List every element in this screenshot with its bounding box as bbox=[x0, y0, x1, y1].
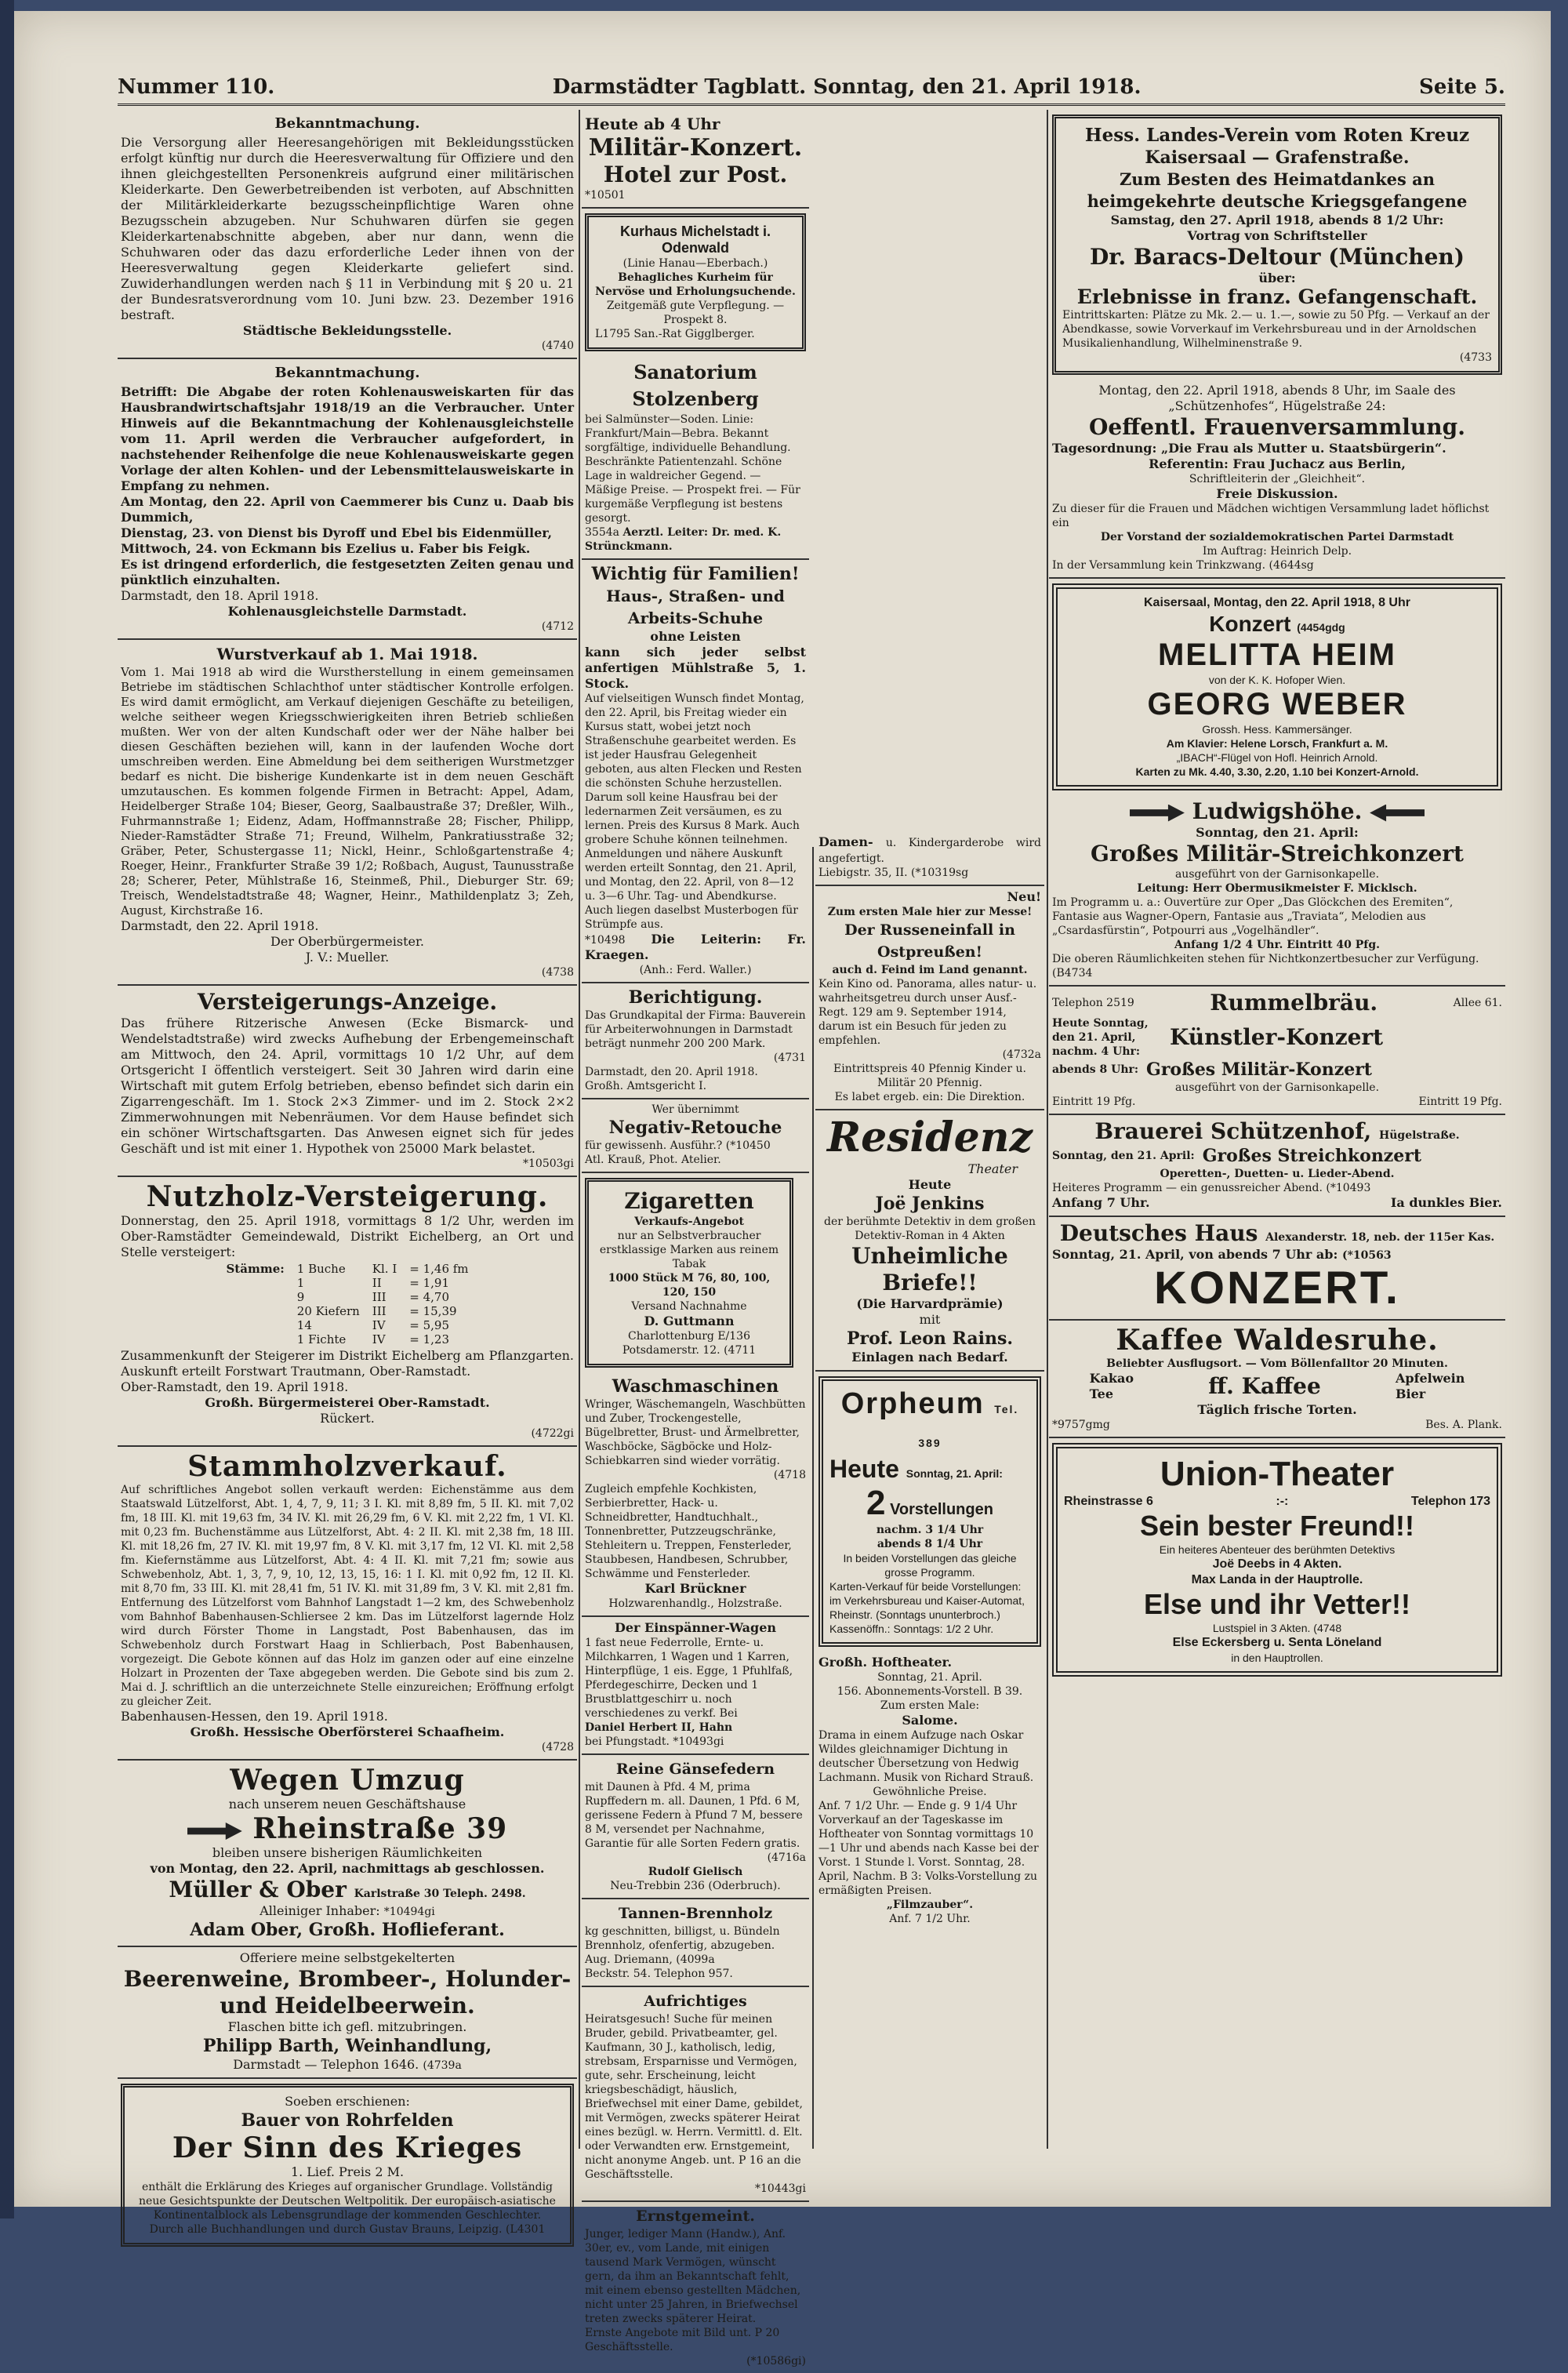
ad-title: Der Einspänner-Wagen bbox=[614, 1620, 777, 1635]
ad-code: (4728 bbox=[541, 1741, 574, 1753]
ad-text: Gewöhnliche Preise. bbox=[873, 1786, 987, 1798]
timber-sale bbox=[118, 1447, 577, 1761]
ad-text: Operetten-, Duetten- u. Lieder-Abend. bbox=[1160, 1168, 1395, 1180]
notice-text: Donnerstag, den 25. April 1918, vormittags 8 1/2 Uhr, werden im Ober-Ramstädter Gemeindewald, Distrikt Eichelberg, an Ort und Stelle versteigert: bbox=[121, 1213, 574, 1259]
ad-text: Eintrittspreis 40 Pfennig Kinder u. Militär 20 Pfennig. bbox=[833, 1063, 1026, 1089]
table-cell: III bbox=[372, 1304, 387, 1318]
ad-text: 1 fast neue Federrolle, Ernte- u. Milchkarren, 1 Wagen und 1 Karren, Hinterpflüge, 1 eis. Egge, 1 Pfuhlfaß, Pferdegeschirre, Decken und 1 Brustblattgeschirr u. noch verschiedenes zu verkf. Bei bbox=[585, 1637, 793, 1720]
ad-title: Joë Jenkins bbox=[875, 1194, 985, 1214]
ad-title: Oeffentl. Frauenversammlung. bbox=[1089, 414, 1465, 440]
ad-title: Ludwigshöhe. bbox=[1052, 798, 1502, 825]
ad-text: Karten zu Mk. 4.40, 3.30, 2.20, 1.10 bei Konzert-Arnold. bbox=[1135, 765, 1419, 778]
ad-time: Anf. 7 1/2 Uhr. bbox=[889, 1913, 971, 1925]
ad-text: Zugleich empfehle Kochkisten, Serbierbretter, Hack- u. Schneidbretter, Handtuchhalt., Tonnenbretter, Putzzeugschränke, Stehleitern u. Treppen, Fensterleder, Staubbesen, Handbesen, Schrubber, Schwämme und Fensterleder. bbox=[585, 1483, 792, 1580]
ad-address: Rheinstraße 39 bbox=[121, 1812, 574, 1845]
table-cell: IV bbox=[372, 1332, 386, 1346]
ad-text: Drama in einem Aufzuge nach Oskar Wildes gleichnamiger Dichtung in deutscher Übersetzung von Hedwig Lachmann. Musik von Richard Strauß. bbox=[818, 1729, 1034, 1784]
ad-text: Zum ersten Male hier zur Messe! bbox=[827, 906, 1033, 918]
ad-text: Heute Sonntag, 21. April: bbox=[829, 1455, 1003, 1483]
ad-text: Ein heiteres Abenteuer des berühmten Detektivs bbox=[1159, 1543, 1396, 1556]
page-header bbox=[118, 75, 1505, 99]
notice-signature: Der Oberbürgermeister. bbox=[270, 934, 424, 949]
kaffee-waldesruhe-ad bbox=[1049, 1321, 1505, 1438]
notice-date: Ober-Ramstadt, den 19. April 1918. bbox=[121, 1379, 349, 1394]
pointing-hand-icon bbox=[1130, 805, 1185, 822]
menu-list bbox=[1052, 1371, 1502, 1402]
ad-text: Leitung: Herr Obermusikmeister F. Micklsch. bbox=[1137, 882, 1417, 895]
column-rule bbox=[579, 110, 580, 2149]
ad-text: Im Auftrag: Heinrich Delp. bbox=[1202, 545, 1352, 558]
notice-title: Nutzholz-Versteigerung. bbox=[146, 1180, 549, 1213]
notice-coal bbox=[118, 359, 577, 640]
column-4 bbox=[1049, 110, 1505, 2196]
column-3 bbox=[815, 831, 1044, 2196]
auction-notice bbox=[118, 986, 577, 1177]
table-cell: = 15,39 bbox=[409, 1304, 457, 1318]
notice-text: Betrifft: Die Abgabe der roten Kohlenausweiskarten für das Hausbrandwirtschaftsjahr 1918/19 an die Verbraucher. Unter Hinweis auf die Bekanntmachung der Kohlenausgleichstelle vom 11. April werden die Verbraucher aufgefordert, in nachstehender Reihenfolge die neue Kohlenausweiskarte gegen Vorlage der alten Kohlen- und der Lebensmittelausweiskarte in Empfang zu nehmen. bbox=[121, 384, 574, 493]
ad-text: Heute Sonntag, den 21. April, nachm. 4 Uhr: Künstler-Konzert bbox=[1052, 1017, 1384, 1058]
ad-text: In beiden Vorstellungen das gleiche grosse Programm. bbox=[843, 1552, 1017, 1579]
ad-text: Anfang 1/2 4 Uhr. Eintritt 40 Pfg. bbox=[1174, 939, 1380, 951]
ad-text: Atl. Krauß, Phot. Atelier. bbox=[585, 1154, 721, 1166]
menu-column: Apfelwein Bier bbox=[1395, 1371, 1465, 1401]
marriage-ad bbox=[582, 1987, 809, 2202]
menu-highlight: ff. Kaffee bbox=[1208, 1373, 1321, 1399]
ad-code: (4733 bbox=[1459, 351, 1492, 364]
ad-text: Die oberen Räumlichkeiten stehen für Nichtkonzertbesucher zur Verfügung. (B4734 bbox=[1052, 953, 1479, 979]
ad-text: Es labet ergeb. ein: Die Direktion. bbox=[834, 1091, 1025, 1103]
ad-text: Freie Diskussion. bbox=[1216, 486, 1338, 501]
ad-title: Ernstgemeint. bbox=[636, 2208, 755, 2225]
notice-clothing bbox=[118, 110, 577, 359]
table-cell: III bbox=[372, 1290, 387, 1304]
issue-number: Nummer 110. bbox=[118, 75, 275, 99]
russian-invasion-ad bbox=[815, 886, 1044, 1110]
residenz-theater-ad bbox=[815, 1110, 1044, 1372]
wagon-ad bbox=[582, 1617, 809, 1755]
ad-speaker: Referentin: Frau Juchacz aus Berlin, bbox=[1149, 456, 1406, 471]
table-cell: 9 bbox=[296, 1290, 305, 1304]
ad-title: Der Sinn des Krieges bbox=[172, 2131, 523, 2164]
ad-firm: Rudolf Gielisch bbox=[648, 1866, 743, 1878]
ad-author: Bauer von Rohrfelden bbox=[241, 2110, 454, 2131]
ad-badge: Neu! bbox=[1007, 889, 1041, 904]
ad-text: Kein Kino od. Panorama, alles natur- u. wahrheitsgetreu durch unser Ausf.-Regt. 129 am 9. September 1914, darum ist ein Besuch für jeden zu empfehlen. bbox=[818, 978, 1037, 1047]
ad-text: L1795 San.-Rat Gigglberger. bbox=[595, 328, 755, 340]
table-header: Stämme: bbox=[226, 1262, 285, 1276]
table-cell: = 5,95 bbox=[409, 1318, 449, 1332]
ad-title: Großes Militär-Streichkonzert bbox=[1091, 841, 1464, 867]
table-cell: = 1,46 fm bbox=[409, 1262, 469, 1276]
ad-text: Aug. Driemann, (4099a bbox=[585, 1953, 715, 1966]
ad-text: der berühmte Detektiv in dem großen Detektiv-Roman in 4 Akten bbox=[823, 1216, 1036, 1242]
ad-text: Vortrag von Schriftsteller bbox=[1187, 228, 1367, 243]
ad-date: Montag, den 22. April 1918, abends 8 Uhr, im Saale des „Schützenhofes“, Hügelstraße 24: bbox=[1098, 383, 1456, 413]
ad-text: Tagesordnung: „Die Frau als Mutter u. Staatsbürgerin“. bbox=[1052, 441, 1446, 456]
ad-text: bei Salmünster—Soden. Linie: Frankfurt/Main—Bebra. Bekannt sorgfältige, individuelle Behandlung. Beschränkte Patientenzahl. Schöne Lage in waldreicher Gegend. — Mäßige Preise. — Prospekt frei. — Für kurgemäße Verpflegung ist bestens gesorgt. bbox=[585, 413, 800, 525]
ad-firm: Philipp Barth, Weinhandlung, bbox=[202, 2036, 492, 2056]
shoe-course-ad bbox=[582, 560, 809, 983]
ad-text: Potsdamerstr. 12. (4711 bbox=[622, 1344, 757, 1357]
ad-text: Liebigstr. 35, II. (*10319sg bbox=[818, 867, 969, 879]
notice-sausage bbox=[118, 640, 577, 986]
play-title: Salome. bbox=[902, 1713, 958, 1728]
ad-venue: Kaisersaal — Grafenstraße. bbox=[1145, 147, 1410, 168]
table-cell: 1 Fichte bbox=[296, 1332, 347, 1346]
schedule-row: Am Montag, den 22. April von Caemmerer bis Cunz u. Daab bis Dummich, bbox=[121, 494, 574, 525]
ad-text: 3554a Aerztl. Leiter: Dr. med. K. Strünckmann. bbox=[585, 526, 782, 553]
table-cell: 20 Kiefern bbox=[296, 1304, 360, 1318]
ad-code: *10443gi bbox=[755, 2182, 806, 2195]
column-1 bbox=[118, 110, 577, 2236]
ad-code: (4731 bbox=[773, 1052, 806, 1064]
ad-text: abends 8 Uhr: Großes Militär-Konzert bbox=[1052, 1059, 1372, 1080]
ad-time: Heute ab 4 Uhr bbox=[585, 114, 720, 133]
notice-signature: Großh. Amtsgericht I. bbox=[585, 1080, 707, 1092]
ad-title: Negativ-Retouche bbox=[608, 1117, 782, 1138]
ad-time: abends 8 1/4 Uhr bbox=[877, 1538, 983, 1550]
cigarettes-ad bbox=[585, 1178, 793, 1368]
ad-text: „IBACH“-Flügel von Hofl. Heinrich Arnold. bbox=[1176, 751, 1378, 764]
ad-date: Sonntag, den 21. April: bbox=[1196, 825, 1359, 840]
ad-text: Junger, lediger Mann (Handw.), Anf. 30er, ev., vom Lande, mit einigen tausend Mark Vermögen, wünscht gern, da ihm an Bekanntschaft fehlt, mit einem ebenso gestellten Mädchen, nicht unter 25 Jahren, in Briefwechsel treten zwecks späterer Heirat. bbox=[585, 2228, 801, 2325]
ad-text: Im Programm u. a.: Ouvertüre zur Oper „Das Glöckchen des Eremiten“, Fantasie aus Wagner-Opern, Fantasie aus „Traviata“, Melodien aus „Csardasfürstin“, Potpourri aus „Vogelhändler“. bbox=[1052, 896, 1454, 937]
ad-text: Joë Deebs in 4 Akten. bbox=[1212, 1557, 1342, 1571]
ad-text: Versand Nachnahme bbox=[631, 1300, 747, 1313]
ad-text: kg geschnitten, billigst, u. Bündeln Brennholz, ofenfertig, abzugeben. bbox=[585, 1925, 780, 1952]
ad-text: Ernste Angebote mit Bild unt. P 20 Geschäftsstelle. bbox=[585, 2327, 780, 2353]
ad-text: Holzwarenhandlg., Holzstraße. bbox=[608, 1597, 782, 1610]
moving-ad bbox=[118, 1761, 577, 1947]
ad-text: (Linie Hanau—Eberbach.) bbox=[622, 257, 768, 270]
ad-code: *10503gi bbox=[523, 1157, 574, 1170]
ad-title: Wegen Umzug bbox=[230, 1764, 465, 1797]
ad-text: Verkaufs-Angebot bbox=[634, 1216, 744, 1228]
ad-title: Telephon 2519 Rummelbräu. Allee 61. bbox=[1052, 990, 1502, 1016]
notice-signature: Städtische Bekleidungsstelle. bbox=[242, 323, 452, 338]
orpheum-ad bbox=[818, 1376, 1041, 1647]
ad-text: erstklassige Marken aus reinem Tabak bbox=[599, 1244, 779, 1270]
film-title: Else und ihr Vetter!! bbox=[1143, 1588, 1411, 1620]
ad-actor: Else Eckersberg u. Senta Löneland bbox=[1172, 1636, 1382, 1649]
union-theater-ad bbox=[1052, 1443, 1502, 1677]
notice-title: Wurstverkauf ab 1. Mai 1918. bbox=[216, 645, 478, 663]
ad-text: Eintrittskarten: Plätze zu Mk. 2.— u. 1.—, sowie zu 50 Pfg. — Verkauf an der Abendkasse, sowie Vorverkauf im Verkehrsbureau und in der Arnoldschen Musikalienhandlung, Wilhelminenstraße 9. bbox=[1062, 309, 1490, 350]
ad-title: Sanatorium Stolzenberg bbox=[632, 361, 759, 410]
notice-title: Stammholzverkauf. bbox=[187, 1450, 507, 1483]
ad-text: Wringer, Wäschemangeln, Waschbütten und Zuber, Trockengestelle, Bügelbretter, Brust- und Ärmelbretter, Waschböcke, Sägböcke und Holz-Schiebkarren sind wieder vorrätig. bbox=[585, 1398, 806, 1467]
ad-title: Wichtig für Familien! bbox=[591, 564, 800, 584]
ad-text: Zum Besten des Heimatdankes an heimgekehrte deutsche Kriegsgefangene bbox=[1087, 169, 1468, 211]
ad-text: Rheinstrasse 6 :-: Telephon 173 bbox=[1064, 1495, 1490, 1508]
ad-text: Sonntag, den 21. April: Großes Streichkonzert bbox=[1052, 1146, 1422, 1166]
ad-text: (Die Harvardprämie) bbox=[856, 1296, 1004, 1311]
ad-topic: Erlebnisse in franz. Gefangenschaft. bbox=[1076, 285, 1478, 308]
ad-text: bei Pfungstadt. *10493gi bbox=[585, 1735, 724, 1748]
pointing-hand-icon bbox=[1370, 805, 1425, 822]
column-rule bbox=[1047, 110, 1048, 2149]
table-cell: 1 bbox=[296, 1276, 305, 1290]
header-rule bbox=[118, 104, 1505, 106]
correction-notice bbox=[582, 983, 809, 1099]
ad-text: kann sich jeder selbst anfertigen Mühlstraße 5, 1. Stock. bbox=[585, 645, 806, 691]
ad-text: Eintritt 19 Pfg. Eintritt 19 Pfg. bbox=[1052, 1096, 1502, 1108]
deutsches-haus-ad bbox=[1049, 1217, 1505, 1321]
ad-text: Soeben erschienen: bbox=[285, 2094, 410, 2109]
ad-text: (Anh.: Ferd. Waller.) bbox=[639, 964, 752, 976]
page-edge-left bbox=[0, 0, 14, 2219]
notice-date: Darmstadt, den 20. April 1918. bbox=[585, 1066, 758, 1078]
ad-text: Anfang 7 Uhr. Ia dunkles Bier. bbox=[1052, 1195, 1502, 1210]
washing-machines-ad bbox=[582, 1372, 809, 1617]
ad-text: Täglich frische Torten. bbox=[1197, 1402, 1357, 1417]
ad-title: Großh. Hoftheater. bbox=[818, 1655, 953, 1670]
ad-text: 156. Abonnements-Vorstell. B 39. bbox=[837, 1685, 1023, 1698]
ad-text: ausgeführt von der Garnisonkapelle. bbox=[1174, 868, 1380, 881]
schedule-row: Dienstag, 23. von Dienst bis Dyroff und Ebel bis Eidenmüller, bbox=[121, 525, 553, 540]
notice-date: Darmstadt, den 18. April 1918. bbox=[121, 588, 319, 603]
notice-title: Versteigerungs-Anzeige. bbox=[197, 989, 498, 1015]
performer-name: MELITTA HEIM bbox=[1158, 638, 1396, 672]
performer-name: GEORG WEBER bbox=[1147, 687, 1407, 721]
ad-text: Am Klavier: Helene Lorsch, Frankfurt a. M. bbox=[1166, 737, 1388, 750]
notice-signature: Großh. Hessische Oberförsterei Schaafheim. bbox=[190, 1724, 505, 1739]
retouch-ad bbox=[582, 1099, 809, 1173]
column-rule bbox=[812, 847, 814, 2149]
notice-text: Auf schriftliches Angebot sollen verkauft werden: Eichenstämme aus dem Staatswald Lützelforst, Abt. 1, 4, 7, 9, 11; 3 I. Kl. mit 8,89 fm, 5 II. Kl. mit 7,02 fm, 18 III. Kl. mit 19,63 fm, 34 IV. Kl. mit 26,29 fm, 6 V. Kl. mit 2,22 fm, 1 VI. Kl. mit 0,23 fm. Buchenstämme aus Lützelforst, Abt. 4: 2 II. Kl. mit 2,38 fm, 18 III. Kl. mit 18,26 fm, 27 IV. Kl. mit 19,97 fm, 8 V. Kl. mit 3,17 fm, 12 VI. Kl. mit 2,58 fm. Kiefernstämme aus Lützelforst, Abt. 4: 4 II. Kl. mit 7,21 fm; sowie aus Schwebenholz, Abt. 1, 3, 7, 9, 10, 12, 13, 15, 16: 1 I. Kl. mit 0,92 fm, 12 II. Kl. mit 8,70 fm, 33 III. Kl. mit 28,41 fm, 51 IV. Kl. mit 31,89 fm, 3 V. Kl. mit 2,81 fm. Entfernung des Lützelforst vom Bahnhof Langstadt 1—2 km, des Schwebenholz vom Bahnhof Babenhausen-Schliersee 2 km. Das im Lützelforst lagernde Holz wird durch Förster Thome in Langstadt, Post Babenhausen, das im Schwebenholz durch Forstwart Haag in Schlierbach, Post Babenhausen, vorgezeigt. Die Gebote können auf das Holz im ganzen oder auf eine einzelne Holzart in Prozenten der Taxe abgegeben werden. Die Gebote sind bis zum 2. Mai d. J. schriftlich an die unterzeichnete Stelle einzureichen; Eröffnung erfolgt zu gleicher Zeit. bbox=[121, 1484, 574, 1708]
ad-text: über: bbox=[1258, 271, 1296, 285]
theater-logo-sub: Theater bbox=[967, 1161, 1018, 1176]
ad-text: Flaschen bitte ich gefl. mitzubringen. bbox=[227, 2019, 467, 2034]
ad-text: Wer übernimmt bbox=[652, 1103, 739, 1116]
notice-signature: Kohlenausgleichstelle Darmstadt. bbox=[227, 604, 467, 619]
table-cell: = 1,23 bbox=[409, 1332, 449, 1346]
ad-venue: Hotel zur Post. bbox=[603, 162, 788, 187]
menu-column: Kakao Tee bbox=[1089, 1371, 1134, 1401]
ad-text: Heiteres Programm — ein genussreicher Abend. (*10493 bbox=[1052, 1182, 1371, 1194]
ad-title: Zigaretten bbox=[624, 1188, 754, 1214]
table-cell: Kl. I bbox=[372, 1262, 397, 1276]
firewood-ad bbox=[582, 1899, 809, 1987]
play-title: „Filmzauber“. bbox=[886, 1899, 974, 1911]
ad-text: ohne Leisten bbox=[650, 629, 741, 644]
ad-text: Charlottenburg E/136 bbox=[628, 1330, 750, 1343]
theater-logo: Residenz bbox=[826, 1114, 1033, 1161]
ludwigshoehe-ad bbox=[1049, 795, 1505, 987]
notice-signature: Rückert. bbox=[320, 1411, 375, 1426]
women-assembly-ad bbox=[1049, 380, 1505, 579]
ad-text: Heiratsgesuch! Suche für meinen Bruder, gebild. Privatbeamter, gel. Kaufmann, 30 J., katholisch, ledig, strebsam, Ersparnisse und Vermögen, gute, sehr. Erscheinung, leicht kriegsbeschädigt, häuslich, Briefwechsel mit einer Dame, gebildet, mit Vermögen, zwecks späterer Heirat eines bezügl. w. Herrn. Vermittl. d. Elt. oder Verwandten erw. Ernstgemeint, nicht anonyme Angeb. unt. P 16 an die Geschäftsstelle. bbox=[585, 2013, 804, 2181]
timber-auction bbox=[118, 1177, 577, 1447]
ad-title: Kaffee Waldesruhe. bbox=[1116, 1324, 1439, 1357]
notice-text: Zusammenkunft der Steigerer im Distrikt Eichelberg am Pflanzgarten. Auskunft erteilt Forstwart Trautmann, Ober-Ramstadt. bbox=[121, 1348, 574, 1379]
ad-title: Union-Theater bbox=[1160, 1455, 1395, 1493]
ad-text: ausgeführt von der Garnisonkapelle. bbox=[1174, 1081, 1380, 1094]
ad-title: Waschmaschinen bbox=[612, 1376, 779, 1397]
ad-title: Brauerei Schützenhof, Hügelstraße. bbox=[1094, 1118, 1460, 1144]
schuetzenhof-ad bbox=[1049, 1115, 1505, 1217]
kurhaus-ad bbox=[585, 213, 806, 351]
table-cell: = 4,70 bbox=[409, 1290, 449, 1304]
ad-text: nur an Selbstverbraucher bbox=[617, 1230, 761, 1242]
newspaper-title: Darmstädter Tagblatt. Sonntag, den 21. April 1918. bbox=[552, 75, 1142, 99]
ad-text: Karten-Verkauf für beide Vorstellungen: im Verkehrsbureau und Kaiser-Automat, Rheinstr. (Sonntags ununterbroch.) bbox=[829, 1580, 1025, 1621]
notice-signature: J. V.: Mueller. bbox=[305, 950, 390, 965]
ad-text: Auf vielseitigen Wunsch findet Montag, den 22. April, bis Freitag wieder ein Kursus statt, wobei jetzt noch Straßenschuhe gearbeitet werden. Es ist jeder Hausfrau Gelegenheit geboten, aus alten Flecken und Resten die schönsten Schuhe herzustellen. Darum soll keine Hausfrau bei der ledernarmen Zeit versäumen, es zu lernen. Preis des Kursus 8 Mark. Auch grobere Schuhe können teilnehmen. Anmeldungen und nähere Auskunft werden erteilt Sonntag, den 21. April, und Montag, den 22. April, von 8—12 u. 3—6 Uhr. Tag- und Abendkurse. Auch liegen daselbst Musterbogen für Strümpfe aus. bbox=[585, 692, 804, 931]
notice-date: Babenhausen-Hessen, den 19. April 1918. bbox=[121, 1709, 388, 1724]
ad-date: Samstag, den 27. April 1918, abends 8 1/2 Uhr: bbox=[1110, 213, 1444, 227]
timber-table bbox=[220, 1262, 474, 1346]
ad-text: *10498 Die Leiterin: Fr. Kraegen. bbox=[585, 932, 806, 962]
schedule-row: Mittwoch, 24. von Eckmann bis Ezelius u. Faber bis Feigk. bbox=[121, 541, 531, 556]
ad-text: Alleiniger Inhaber: *10494gi bbox=[260, 1903, 435, 1918]
ad-time: Anf. 7 1/2 Uhr. — Ende g. 9 1/4 Uhr bbox=[818, 1800, 1018, 1812]
ad-text: Vorverkauf an der Tageskasse im Hoftheater von Sonntag vormittags 10—1 Uhr und abends nach Kasse bei der Vorst. 1 Stunde l. Vorst. Sonntag, 28. April, Nachm. B 3: Volks-Vorstellung zu ermäßigten Preisen. bbox=[818, 1814, 1039, 1897]
rummelbraeu-ad bbox=[1049, 987, 1505, 1115]
ad-text: Zum ersten Male: bbox=[880, 1699, 980, 1712]
ad-title: Orpheum Tel. 389 bbox=[840, 1387, 1019, 1449]
ad-text: Der Vorstand der sozialdemokratischen Partei Darmstadt bbox=[1100, 531, 1454, 543]
ad-text: in den Hauptrollen. bbox=[1231, 1652, 1323, 1664]
ad-text: auch d. Feind im Land genannt. bbox=[832, 964, 1028, 976]
table-cell: 14 bbox=[296, 1318, 312, 1332]
ad-title: Militär-Konzert. bbox=[588, 134, 803, 162]
ad-code: *10501 bbox=[585, 189, 626, 202]
ad-code: (4716a bbox=[767, 1852, 806, 1864]
book-ad bbox=[121, 2084, 574, 2247]
page-number: Seite 5. bbox=[1419, 75, 1505, 99]
notice-text: Vom 1. Mai 1918 ab wird die Wurstherstellung in einem gemeinsamen Betriebe im städtischen Schlachthof unter städtischer Kontrolle erfolgen. Es wird damit ermöglicht, am Verkauf diejenigen Geschäfte zu beteiligen, welche seitheer wegen Kriegsschwierigkeiten ihren Betrieb schließen mußten. Wer von der alten Kundschaft oder wer der Nähe halber bei diesen Geschäften beziehen will, kann in der laufenden Woche dort umschreiben werden. Eine Abmeldung bei dem seitherigen Wurstmetzger bedarf es nicht. Die bisherige Kundenkarte ist in dem neuen Geschäft umzutauschen. Es kommen folgende Firmen in Betracht: Appel, Adam, Heidelberger Straße 104; Bieser, Georg, Saalbaustraße 37; Dreßler, Wilh., Fuhrmannstraße 1; Eidenz, Adam, Hoffmannstraße 28; Fischer, Philipp, Nieder-Ramstädter Straße 71; Freund, Wilhelm, Pankratiusstraße 32; Gräber, Peter, Schustergasse 11; Nickl, Heinr., Schloßgartenstraße 4; Roeger, Heinr., Frankfurter Straße 39 1/2; Roßbach, August, Taunusstraße 28; Scherer, Peter, Mühlstraße 16, Steinmeß, Phil., Dieburger Str. 69; Treisch, Wendelstadtstraße 48; Wagner, Heinr., Mathildenplatz 3; Zeh, August, Kirchstraße 16. bbox=[121, 665, 574, 918]
notice-text: Das Grundkapital der Firma: Bauverein für Arbeiterwohnungen in Darmstadt beträgt nunmehr 200 200 Mark. bbox=[585, 1009, 806, 1050]
ad-code: (4722gi bbox=[531, 1427, 574, 1440]
ad-price: 1000 Stück M 76, 80, 100, 120, 150 bbox=[608, 1272, 771, 1299]
ad-text: Zu dieser für die Frauen und Mädchen wichtigen Versammlung ladet höflichst ein bbox=[1052, 503, 1490, 529]
notice-text: Das frühere Ritzerische Anwesen (Ecke Bismarck- und Wendelstadtstraße) wird zwecks Aufhebung der Erbengemeinschaft am Mittwoch, den 24. April, vormittags 10 1/2 Uhr, auf dem Ortsgericht I öffentlich versteigert. Seit 30 Jahren wird darin eine Wirtschaft mit gutem Erfolg betrieben, ebenso befindet sich darin ein Zigarrengeschäft. Im 1. Stock 2×3 Zimmer- und im 2. Stock 2×2 Zimmerwohnungen mit Nebenräumen. Vor dem Hause befindet sich ein schöner Wirtschaftsgarten. Das Anwesen eignet sich für jedes Geschäft und ist mit einer 1. Hypothek von 25000 Mark belastet. bbox=[121, 1016, 574, 1156]
ad-text: Beliebter Ausflugsort. — Vom Böllenfalltor 20 Minuten. bbox=[1106, 1357, 1448, 1370]
pointing-hand-icon bbox=[187, 1822, 242, 1840]
film-title: Unheimliche Briefe!! bbox=[851, 1243, 1008, 1296]
ad-text: Offeriere meine selbstgekelterten bbox=[239, 1950, 456, 1965]
column-2 bbox=[582, 110, 809, 2368]
ad-text: nach unserem neuen Geschäftshause bbox=[228, 1797, 466, 1812]
ad-firm: Karl Brückner bbox=[644, 1581, 746, 1596]
ad-title: Deutsches Haus Alexanderstr. 18, neb. der 115er Kas. bbox=[1059, 1220, 1495, 1246]
ad-title: Beerenweine, Brombeer-, Holunder- und Heidelbeerwein. bbox=[123, 1966, 572, 2019]
ad-code: (4738 bbox=[541, 966, 574, 979]
ad-text: von der K. K. Hofoper Wien. bbox=[1208, 674, 1346, 686]
ad-code: (4740 bbox=[541, 340, 574, 352]
hoftheater-ad bbox=[815, 1652, 1044, 1931]
ad-title: Aufrichtiges bbox=[644, 1993, 747, 2010]
notice-title: Bekanntmachung. bbox=[274, 365, 420, 381]
ad-speaker: Dr. Baracs-Deltour (München) bbox=[1089, 244, 1465, 270]
wine-ad bbox=[118, 1947, 577, 2079]
ad-text: *9757gmg Bes. A. Plank. bbox=[1052, 1419, 1502, 1431]
ad-code: (4718 bbox=[773, 1469, 806, 1481]
ad-time: nachm. 3 1/4 Uhr bbox=[876, 1524, 984, 1536]
ad-text: Behagliches Kurheim für Nervöse und Erholungsuchende. bbox=[595, 271, 796, 298]
ad-text: Lustspiel in 3 Akten. (4748 bbox=[1212, 1622, 1342, 1634]
ad-text: Darmstadt — Telephon 1646. (4739a bbox=[233, 2057, 462, 2072]
ad-text: bleiben unsere bisherigen Räumlichkeiten bbox=[212, 1845, 483, 1860]
sanatorium-ad bbox=[582, 356, 809, 560]
ad-shows: 2 Vorstellungen bbox=[866, 1484, 993, 1522]
ad-title: Hess. Landes-Verein vom Roten Kreuz bbox=[1084, 125, 1470, 146]
ad-title-big: KONZERT. bbox=[1154, 1263, 1400, 1314]
table-cell: = 1,91 bbox=[409, 1276, 449, 1290]
ad-code: (4712 bbox=[541, 620, 574, 633]
ad-actor: Max Landa in der Hauptrolle. bbox=[1191, 1573, 1363, 1586]
ad-text: von Montag, den 22. April, nachmittags ab geschlossen. bbox=[150, 1861, 545, 1876]
ad-title: Kurhaus Michelstadt i. Odenwald bbox=[619, 223, 771, 256]
notice-date: Darmstadt, den 22. April 1918. bbox=[121, 918, 319, 933]
military-concert-ad bbox=[582, 110, 809, 209]
ad-owner: Adam Ober, Großh. Hoflieferant. bbox=[190, 1920, 505, 1940]
ad-firm: D. Guttmann bbox=[644, 1314, 735, 1328]
ad-text: enthält die Erklärung des Krieges auf organischer Grundlage. Vollständig neue Gesichtspunkte der Deutschen Weltpolitik. Der europäisch-asiatische Kontinentalblock als Lebensgrundlage der kommenden Geschlechter. bbox=[139, 2181, 556, 2222]
ad-actor: Prof. Leon Rains. bbox=[846, 1328, 1014, 1349]
ad-text: Sonntag, 21. April. bbox=[877, 1671, 982, 1684]
ad-text: Zeitgemäß gute Verpflegung. — Prospekt 8. bbox=[606, 300, 785, 326]
ad-code: (*10586gi) bbox=[746, 2355, 806, 2368]
ad-text: Kassenöffn.: Sonntags: 1/2 2 Uhr. bbox=[829, 1623, 994, 1635]
ad-title: Haus-, Straßen- und Arbeits-Schuhe bbox=[606, 587, 785, 627]
ad-text: Schriftleiterin der „Gleichheit“. bbox=[1189, 473, 1366, 485]
ad-firm: Daniel Herbert II, Hahn bbox=[585, 1721, 733, 1734]
ad-code: (4732a bbox=[1002, 1048, 1041, 1061]
ad-text: Grossh. Hess. Kammersänger. bbox=[1202, 723, 1352, 736]
ad-text: mit Daunen à Pfd. 4 M, prima Rupffedern m. all. Daunen, 1 Pfd. 6 M, gerissene Federn à Pfund 7 M, bessere 8 M, versendet per Nachnahme, Garantie für alle Sorten Federn gratis. bbox=[585, 1781, 803, 1850]
ad-date: Kaisersaal, Montag, den 22. April 1918, 8 Uhr bbox=[1144, 596, 1410, 609]
ad-title: Der Russeneinfall in Ostpreußen! bbox=[844, 921, 1015, 961]
ad-text: Heute bbox=[908, 1177, 952, 1192]
ad-text: Beckstr. 54. Telephon 957. bbox=[585, 1968, 733, 1980]
garment-ad bbox=[815, 831, 1044, 886]
ad-text: mit bbox=[919, 1312, 941, 1327]
concert-heim-weber-ad bbox=[1052, 583, 1502, 790]
ad-firm: Müller & Ober Karlstraße 30 Teleph. 2498. bbox=[169, 1877, 526, 1902]
marriage-ad-2 bbox=[582, 2202, 809, 2373]
notice-signature: Großh. Bürgermeisterei Ober-Ramstadt. bbox=[205, 1395, 490, 1410]
ad-title: Reine Gänsefedern bbox=[615, 1761, 775, 1778]
ad-text: In der Versammlung kein Trinkzwang. (4644sg bbox=[1052, 559, 1314, 572]
ad-price: 1. Lief. Preis 2 M. bbox=[290, 2164, 405, 2179]
red-cross-ad bbox=[1052, 114, 1502, 375]
notice-title: Bekanntmachung. bbox=[274, 115, 420, 132]
notice-text: Die Versorgung aller Heeresangehörigen mit Bekleidungsstücken erfolgt künftig nur durch die Heeresverwaltung für Offiziere und den ihnen gleichgestellten Personenkreis aufgrund einer militärischen Kleiderkarte. Den Gewerbetreibenden ist verboten, auf Abschnitten der Militärkleiderkarte bezugsscheinpflichtige Waren ohne Bezugsschein abzugeben. Nur Schuhwaren dürfen sie gegen Kleiderkartenabschnitte abgeben, aber nur dann, wenn die Schuhwaren oder das dazu erforderliche Leder ihnen von der Heeresverwaltung gegen Kleiderkarte geliefert sind. Zuwiderhandlungen werden nach § 11 in Verbindung mit § 20 u. 21 der Bundesratsverordnung vom 10. Juni bzw. 23. Dezember 1916 bestraft. bbox=[121, 135, 574, 322]
table-cell: II bbox=[372, 1276, 382, 1290]
ad-text: Sonntag, 21. April, von abends 7 Uhr ab: (*10563 bbox=[1052, 1247, 1392, 1262]
table-cell: 1 Buche bbox=[296, 1262, 346, 1276]
feathers-ad bbox=[582, 1755, 809, 1899]
ad-text: für gewissenh. Ausführ.? (*10450 bbox=[585, 1139, 771, 1152]
notice-text: Es ist dringend erforderlich, die festgesetzten Zeiten genau und pünktlich einzuhalten. bbox=[121, 557, 574, 587]
table-cell: IV bbox=[372, 1318, 386, 1332]
ad-text: Einlagen nach Bedarf. bbox=[851, 1350, 1008, 1365]
film-title: Sein bester Freund!! bbox=[1139, 1510, 1415, 1542]
ad-text: Durch alle Buchhandlungen und durch Gustav Brauns, Leipzig. (L4301 bbox=[149, 2223, 546, 2236]
ad-title: Tannen-Brennholz bbox=[618, 1905, 773, 1922]
ad-text: Damen- u. Kindergarderobe wird angefertigt. bbox=[818, 834, 1041, 865]
ad-title: Konzert (4454gdg bbox=[1209, 612, 1345, 636]
notice-title: Berichtigung. bbox=[628, 987, 763, 1008]
ad-text: Neu-Trebbin 236 (Oderbruch). bbox=[610, 1880, 781, 1892]
